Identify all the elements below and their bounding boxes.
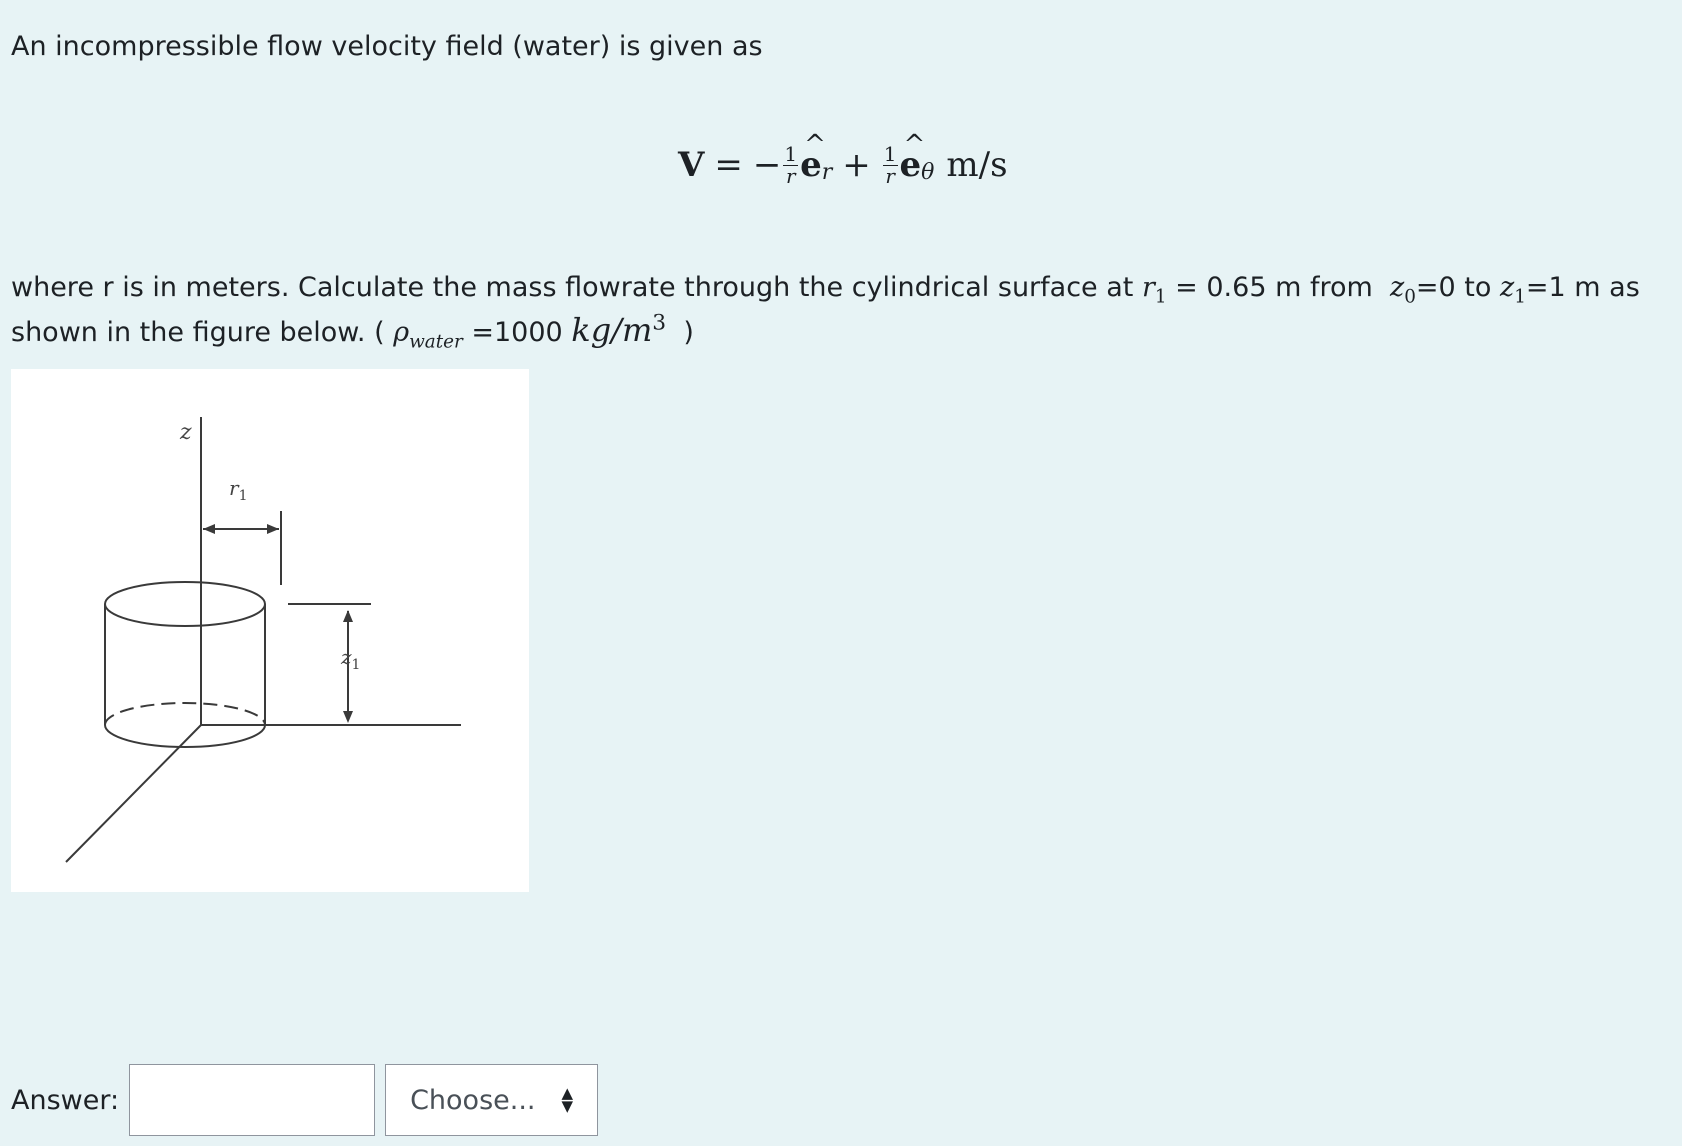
eq-fraction-1 [783, 141, 798, 188]
line2-text-c: ) [683, 317, 694, 348]
density-units-base: kg/m [571, 311, 653, 349]
figure-label-z1 [340, 645, 360, 673]
eq-fraction-1-num: 1 [784, 141, 798, 166]
eq-velocity-symbol: V [678, 145, 705, 185]
cylinder-figure [11, 369, 529, 892]
eq-fraction-2-num: 1 [883, 141, 897, 166]
figure-label-r1-letter: r [229, 476, 239, 500]
cylinder-bottom-front [105, 725, 265, 747]
answer-row [11, 1064, 598, 1136]
answer-input[interactable] [129, 1064, 375, 1136]
unit-select[interactable] [385, 1064, 598, 1136]
line1-text-a: where r is in meters. Calculate the mass flowrate through the cylindrical surface at [11, 272, 1134, 303]
eq-plus: + [842, 145, 871, 185]
eq-sub-theta: θ [921, 160, 935, 185]
unit-select-value: Choose... [410, 1084, 536, 1116]
answer-label: Answer: [11, 1084, 120, 1116]
question-line-1 [11, 266, 1640, 309]
eq-sub-r: r [821, 160, 833, 185]
eq-fraction-1-den: r [785, 163, 796, 188]
z0-letter: z [1389, 272, 1405, 303]
eq-unit-vector-r: ^ e [800, 135, 822, 195]
eq-unit-vector-theta: ^ e [900, 135, 922, 195]
density-units [571, 311, 666, 349]
line1-text-d: =1 m as [1525, 272, 1640, 303]
rho-symbol [393, 317, 463, 353]
line2-text-a: shown in the figure below. ( [11, 317, 385, 348]
line2-text-b: =1000 [471, 317, 563, 348]
r1-letter: r [1141, 272, 1155, 303]
line1-text-b: = 0.65 m from [1175, 272, 1373, 303]
arrow-down-icon: ▼ [561, 1097, 574, 1115]
z0-symbol [1389, 272, 1416, 308]
sort-arrows-icon [561, 1084, 574, 1115]
r1-subscript: 1 [1154, 286, 1167, 308]
z1-arrow-top [343, 610, 353, 622]
cylinder-diagram [11, 369, 529, 892]
z1-subscript: 1 [1514, 286, 1526, 308]
z0-subscript: 0 [1404, 286, 1416, 308]
cylinder-bottom-back [105, 703, 265, 725]
figure-label-r1 [229, 476, 247, 504]
z1-arrow-bottom [343, 711, 353, 723]
question-intro: An incompressible flow velocity field (water) is given as [11, 31, 763, 62]
arrow-up-icon: ▲ [561, 1084, 574, 1102]
figure-label-z1-letter: z [341, 645, 352, 669]
figure-label-r1-sub: 1 [238, 488, 248, 504]
rho-letter: ρ [393, 317, 410, 348]
rho-subscript: water [409, 331, 463, 353]
eq-units: m/s [946, 145, 1008, 185]
cylinder-top-ellipse [105, 582, 265, 626]
question-line-2 [11, 309, 694, 354]
line1-text-c: =0 to [1415, 272, 1492, 303]
z1-symbol [1499, 272, 1526, 308]
figure-label-z1-sub: 1 [351, 657, 361, 673]
r1-arrow-right [267, 524, 279, 534]
y-axis-line [66, 725, 201, 862]
density-units-exponent: 3 [652, 310, 667, 336]
eq-minus: − [752, 145, 782, 185]
r1-arrow-left [203, 524, 215, 534]
eq-fraction-2 [883, 141, 898, 188]
eq-fraction-2-den: r [885, 163, 895, 188]
velocity-equation [678, 135, 1008, 195]
figure-label-z: z [180, 420, 192, 445]
z1-letter: z [1499, 272, 1515, 303]
eq-equals: = [714, 145, 743, 185]
r1-symbol [1141, 272, 1167, 308]
